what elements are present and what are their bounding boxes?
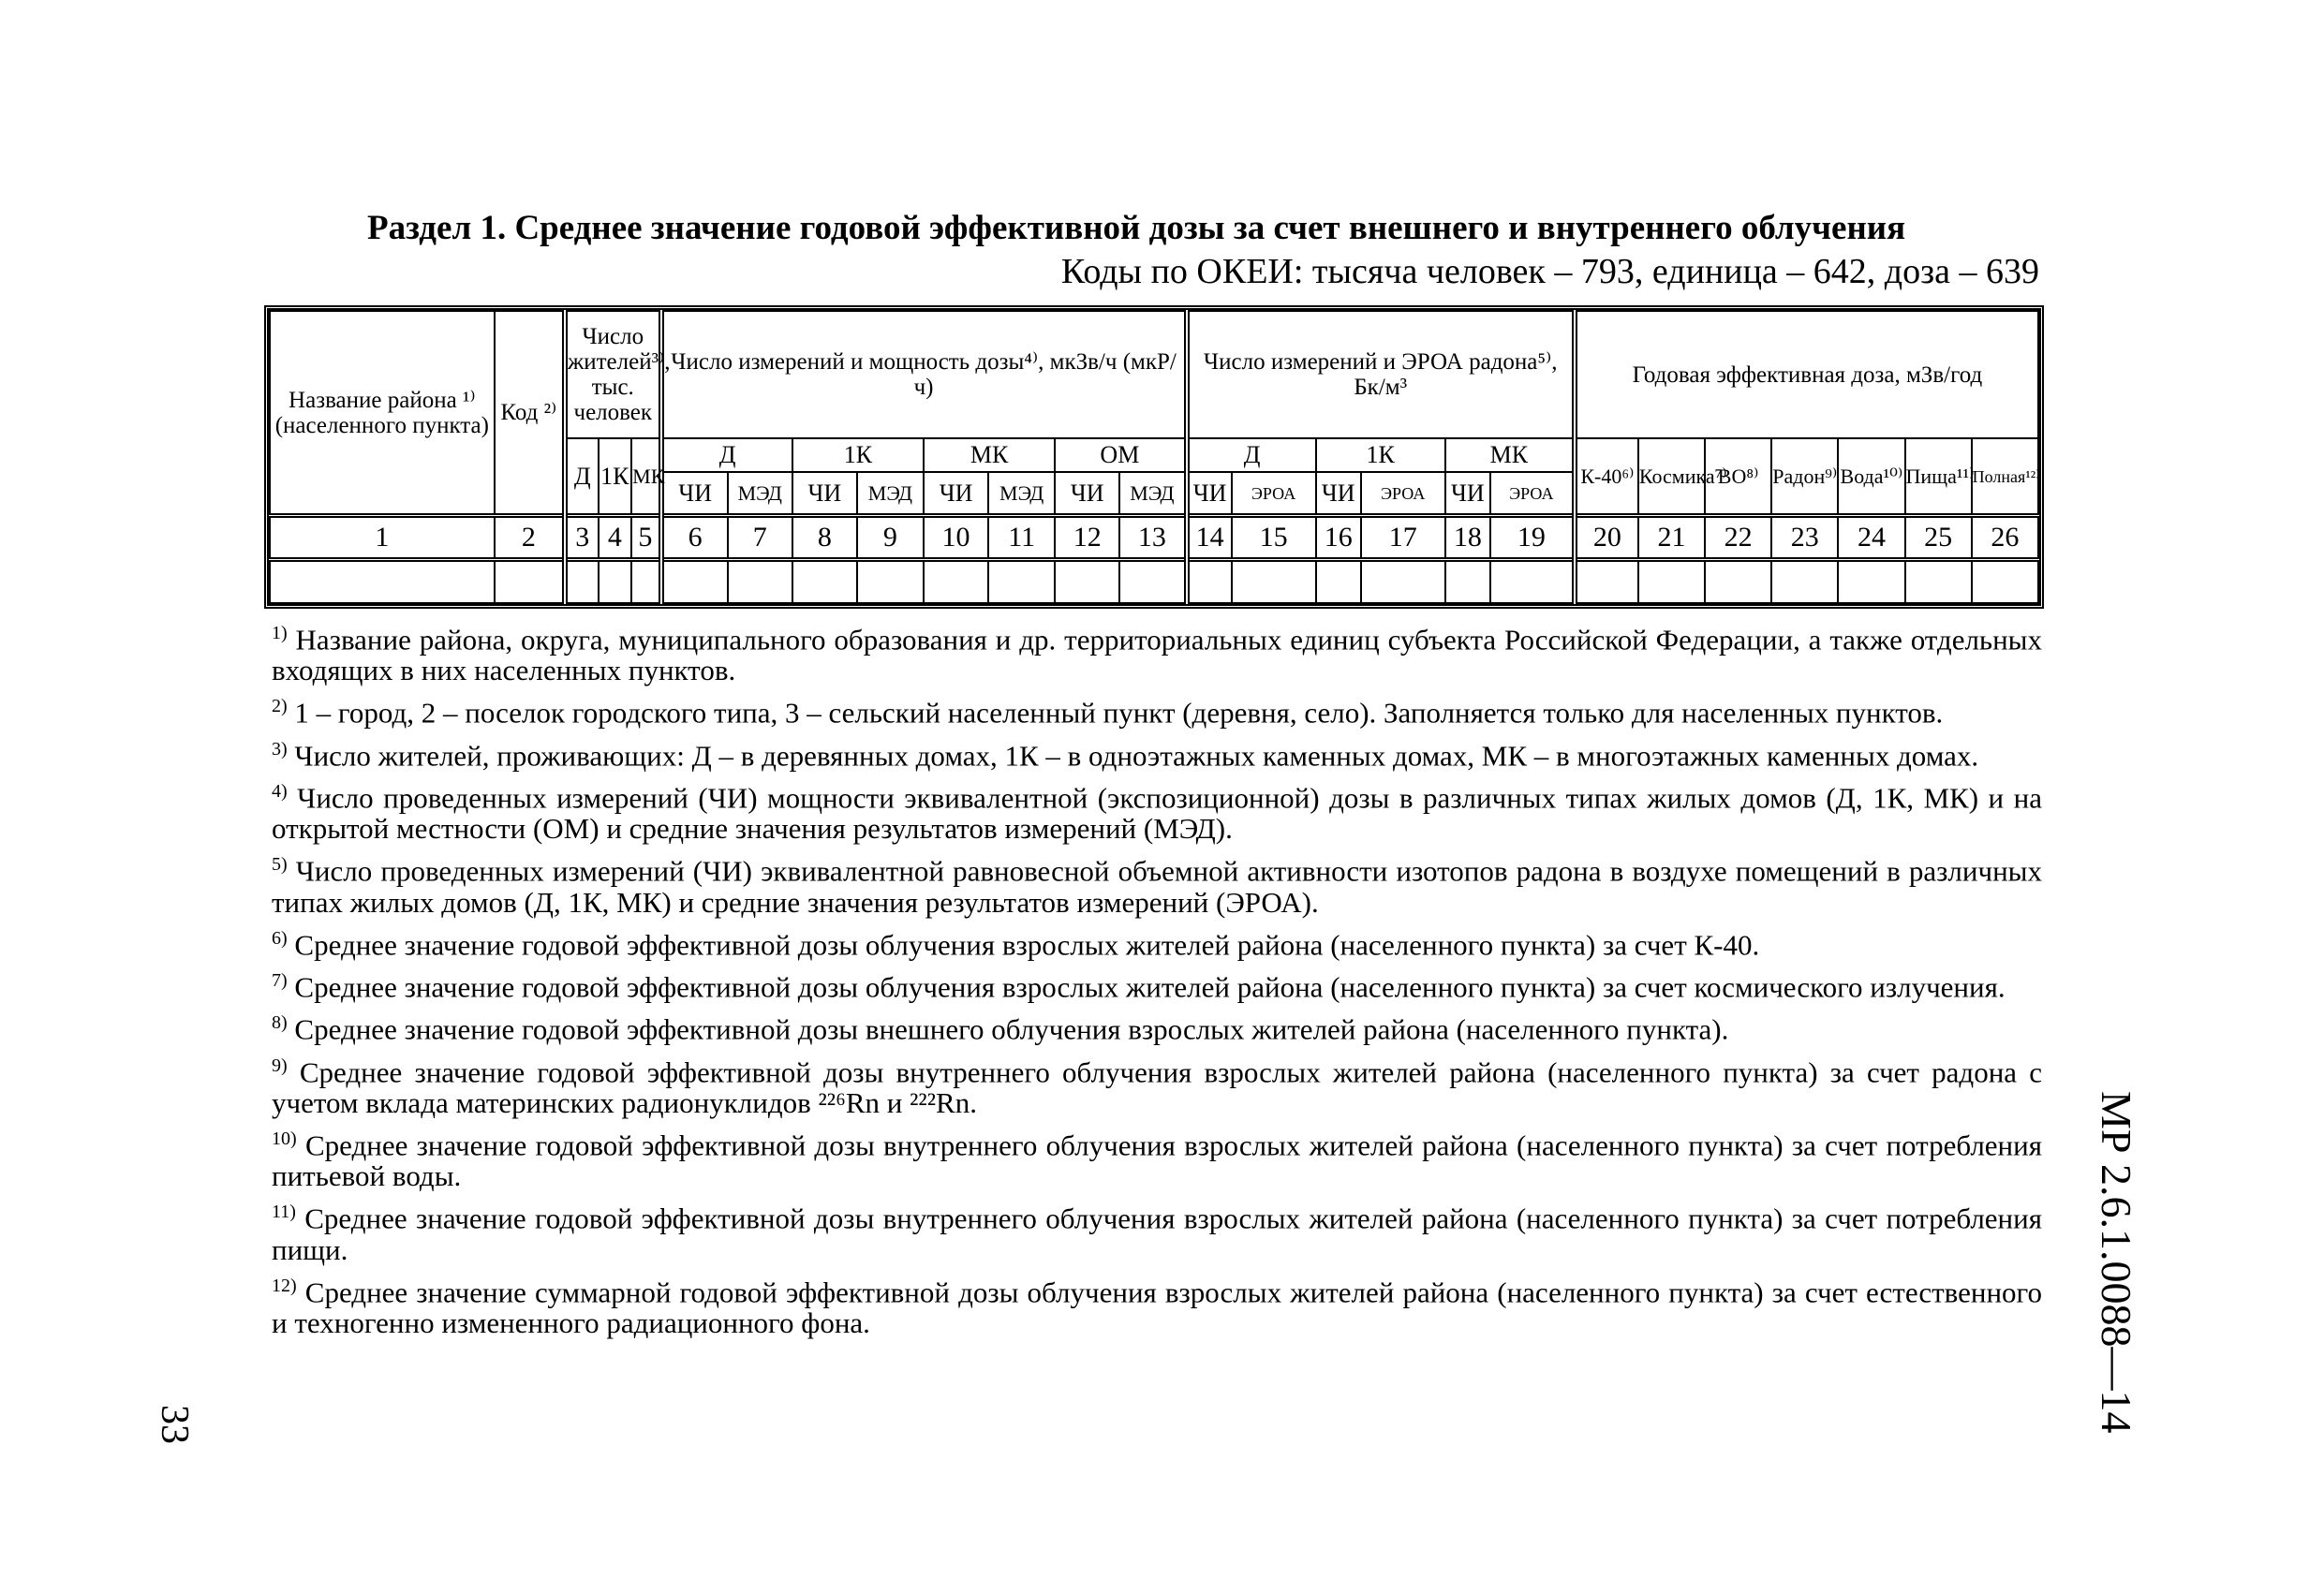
footnote-mark: 8) <box>272 1012 288 1034</box>
footnote-text: Название района, округа, муниципального образования и др. территориальных единиц субъекта Российской Федерации, а также отдельных входящих в них населенных пунктов. <box>272 623 2042 687</box>
footnote <box>272 618 2042 686</box>
header-chi: ЧИ <box>1055 472 1119 516</box>
report-table <box>264 305 2044 609</box>
header-med: МЭД <box>728 472 792 516</box>
okei-codes: Коды по ОКЕИ: тысяча человек – 793, единица – 642, доза – 639 <box>1060 252 2039 291</box>
footnote-text: Число проведенных измерений (ЧИ) мощности эквивалентной (экспозиционной) дозы в различных типах жилых домов (Д, 1К, МК) и на открытой местности (ОМ) и средние значения результатов измерений (МЭД). <box>272 781 2042 846</box>
data-cell[interactable] <box>495 560 565 603</box>
footnote-mark: 12) <box>272 1275 297 1296</box>
header-dose-rate: Число измерений и мощность дозы⁴⁾, мкЗв/ч (мкР/ч) <box>661 311 1187 438</box>
footnote-text: Среднее значение годовой эффективной дозы внутреннего облучения взрослых жителей района (населенного пункта) за счет потребления пищи. <box>272 1202 2042 1266</box>
data-cell[interactable] <box>792 560 857 603</box>
header-cosmic: Космика⁷⁾ <box>1638 438 1705 516</box>
col-number: 19 <box>1490 516 1575 560</box>
footnote-text: Среднее значение годовой эффективной дозы внутреннего облучения взрослых жителей района (населенного пункта) за счет радона с учетом вклада материнских радионуклидов ²²⁶Rn и ²²²Rn. <box>272 1055 2042 1119</box>
header-chi: ЧИ <box>1316 472 1361 516</box>
header-radon-dose: Радон⁹⁾ <box>1771 438 1838 516</box>
data-cell[interactable] <box>1705 560 1771 603</box>
header-radon-d: Д <box>1187 438 1316 472</box>
section-title: Раздел 1. Среднее значение годовой эффективной дозы за счет внешнего и внутреннего облучения <box>367 209 1906 247</box>
header-eroa: ЭРОА <box>1361 472 1445 516</box>
col-number: 22 <box>1705 516 1771 560</box>
data-cell[interactable] <box>857 560 924 603</box>
col-number: 6 <box>661 516 728 560</box>
header-dose-d: Д <box>661 438 792 472</box>
header-chi: ЧИ <box>924 472 988 516</box>
footnote <box>272 1271 2042 1338</box>
footnote <box>272 691 2042 728</box>
col-number: 17 <box>1361 516 1445 560</box>
data-cell[interactable] <box>1838 560 1904 603</box>
footnote <box>272 776 2042 844</box>
footnote-mark: 4) <box>272 780 288 802</box>
footnote <box>272 966 2042 1002</box>
col-number: 20 <box>1575 516 1638 560</box>
footnote <box>272 849 2042 917</box>
data-cell[interactable] <box>631 560 660 603</box>
footnote-mark: 9) <box>272 1055 288 1076</box>
col-number: 1 <box>270 516 495 560</box>
col-number: 2 <box>495 516 565 560</box>
data-cell[interactable] <box>1119 560 1186 603</box>
header-med: МЭД <box>1119 472 1186 516</box>
col-number: 5 <box>631 516 660 560</box>
footnote <box>272 1008 2042 1044</box>
header-code: Код ²⁾ <box>495 311 565 516</box>
header-residents-1k: 1К <box>599 438 632 516</box>
header-vo: ВО⁸⁾ <box>1705 438 1771 516</box>
footnote-mark: 11) <box>272 1202 296 1223</box>
header-radon: Число измерений и ЭРОА радона⁵⁾, Бк/м³ <box>1187 311 1575 438</box>
col-number: 14 <box>1187 516 1232 560</box>
document-code: МР 2.6.1.0088—14 <box>2093 1091 2140 1434</box>
data-cell[interactable] <box>924 560 988 603</box>
footnote-text: Среднее значение годовой эффективной дозы внешнего облучения взрослых жителей района (населенного пункта). <box>294 1012 1729 1046</box>
col-number: 13 <box>1119 516 1186 560</box>
data-cell[interactable] <box>1490 560 1575 603</box>
data-cell[interactable] <box>661 560 728 603</box>
data-cell[interactable] <box>1361 560 1445 603</box>
footnote-text: Число проведенных измерений (ЧИ) эквивалентной равновесной объемной активности изотопов радона в воздухе помещений в различных типах жилых домов (Д, 1К, МК) и средние значения результатов измерений (ЭРОА). <box>272 854 2042 919</box>
header-chi: ЧИ <box>792 472 857 516</box>
col-number: 15 <box>1232 516 1316 560</box>
header-chi: ЧИ <box>661 472 728 516</box>
page-number: 33 <box>153 1405 196 1444</box>
report-form-table <box>269 310 2039 604</box>
empty-data-row <box>270 560 2038 603</box>
header-dose-1k: 1К <box>792 438 924 472</box>
col-number: 7 <box>728 516 792 560</box>
data-cell[interactable] <box>599 560 632 603</box>
header-k40: К-40⁶⁾ <box>1575 438 1638 516</box>
header-row-1 <box>270 311 2038 438</box>
footnote-mark: 7) <box>272 969 288 991</box>
footnote <box>272 923 2042 960</box>
footnote-text: Среднее значение годовой эффективной дозы облучения взрослых жителей района (населенного пункта) за счет К-40. <box>294 927 1760 961</box>
data-cell[interactable] <box>1905 560 1972 603</box>
footnote-text: Среднее значение годовой эффективной дозы внутреннего облучения взрослых жителей района (населенного пункта) за счет потребления питьевой воды. <box>272 1128 2042 1193</box>
header-eroa: ЭРОА <box>1490 472 1575 516</box>
data-cell[interactable] <box>1972 560 2038 603</box>
header-annual-dose: Годовая эффективная доза, мЗв/год <box>1575 311 2038 438</box>
footnote-text: Среднее значение годовой эффективной дозы облучения взрослых жителей района (населенного пункта) за счет космического излучения. <box>294 970 2006 1004</box>
col-number: 23 <box>1771 516 1838 560</box>
footnote-text: Среднее значение суммарной годовой эффективной дозы облучения взрослых жителей района (населенного пункта) за счет естественного и техногенно измененного радиационного фона. <box>272 1275 2042 1339</box>
data-cell[interactable] <box>728 560 792 603</box>
header-name: Название района ¹⁾ (населенного пункта) <box>270 311 495 516</box>
footnote <box>272 1197 2042 1264</box>
column-number-row <box>270 516 2038 560</box>
header-med: МЭД <box>857 472 924 516</box>
header-chi: ЧИ <box>1187 472 1232 516</box>
data-cell[interactable] <box>1316 560 1361 603</box>
footnote-mark: 5) <box>272 854 288 876</box>
data-cell[interactable] <box>1638 560 1705 603</box>
col-number: 11 <box>988 516 1055 560</box>
data-cell[interactable] <box>1445 560 1490 603</box>
col-number: 21 <box>1638 516 1705 560</box>
header-residents-d: Д <box>565 438 599 516</box>
header-radon-mk: МК <box>1445 438 1575 472</box>
footnote-mark: 2) <box>272 696 288 717</box>
footnote-mark: 1) <box>272 623 288 643</box>
data-cell[interactable] <box>1187 560 1232 603</box>
header-radon-1k: 1К <box>1316 438 1445 472</box>
footnote-mark: 10) <box>272 1128 297 1149</box>
header-eroa: ЭРОА <box>1232 472 1316 516</box>
footnote-mark: 6) <box>272 927 288 949</box>
col-number: 10 <box>924 516 988 560</box>
data-cell[interactable] <box>565 560 599 603</box>
header-total: Полная¹²⁾ <box>1972 438 2038 516</box>
footnote <box>272 734 2042 771</box>
col-number: 16 <box>1316 516 1361 560</box>
header-water: Вода¹⁰⁾ <box>1838 438 1904 516</box>
header-dose-mk: МК <box>924 438 1055 472</box>
footnotes <box>272 618 2042 1344</box>
data-cell[interactable] <box>1232 560 1316 603</box>
data-cell[interactable] <box>1575 560 1638 603</box>
col-number: 18 <box>1445 516 1490 560</box>
header-chi: ЧИ <box>1445 472 1490 516</box>
header-residents-mk: МК <box>631 438 660 516</box>
data-cell[interactable] <box>1771 560 1838 603</box>
header-food: Пища¹¹⁾ <box>1905 438 1972 516</box>
data-cell[interactable] <box>1055 560 1119 603</box>
header-residents: Число жителей³⁾, тыс. человек <box>565 311 661 438</box>
data-cell[interactable] <box>270 560 495 603</box>
footnote-mark: 3) <box>272 738 288 760</box>
footnote <box>272 1051 2042 1118</box>
col-number: 9 <box>857 516 924 560</box>
col-number: 8 <box>792 516 857 560</box>
header-dose-om: ОМ <box>1055 438 1186 472</box>
col-number: 3 <box>565 516 599 560</box>
col-number: 25 <box>1905 516 1972 560</box>
col-number: 24 <box>1838 516 1904 560</box>
footnote-text: 1 – город, 2 – поселок городского типа, 3 – сельский населенный пункт (деревня, село). Заполняется только для населенных пунктов. <box>294 696 1944 730</box>
footnote <box>272 1124 2042 1191</box>
col-number: 26 <box>1972 516 2038 560</box>
header-med: МЭД <box>988 472 1055 516</box>
col-number: 12 <box>1055 516 1119 560</box>
col-number: 4 <box>599 516 632 560</box>
footnote-text: Число жителей, проживающих: Д – в деревянных домах, 1К – в одноэтажных каменных домах, МК – в многоэтажных каменных домах. <box>294 738 1979 772</box>
data-cell[interactable] <box>988 560 1055 603</box>
